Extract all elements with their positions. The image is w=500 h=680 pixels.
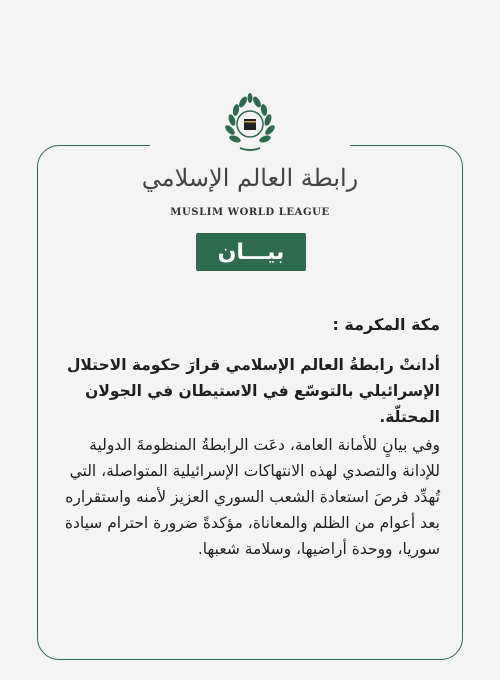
statement-banner (196, 233, 306, 271)
logo-english-name: MUSLIM WORLD LEAGUE (170, 207, 330, 218)
statement-paragraph-2: وفي بيانٍ للأمانة العامة، دعَت الرابطةُ المنظومةَ الدولية للإدانة والتصدي لهذه الانتهاكات الإسرائيلية المتواصلة، التي تُهدِّد فرصَ استعادة الشعب السوري العزيز لأمنه واستقراره بعد أعوام من الظلم والمعاناة، مؤكدةً ضرورة احترام سيادة سوريا، ووحدة أراضيها، وسلامة شعبها. (64, 436, 440, 558)
statement-paragraph-1: أدانتْ رابطةُ العالم الإسلامي قرارَ حكومة الاحتلال الإسرائيلي بالتوسّع في الاستيطان في الجولان المحتلّة. (66, 356, 440, 426)
banner-label: بيـــان (217, 239, 285, 265)
statement-location: مكة المكرمة : (332, 315, 440, 334)
logo-arabic-name: رابطة العالم الإسلامي (141, 164, 359, 192)
mwl-emblem-icon (222, 90, 278, 156)
